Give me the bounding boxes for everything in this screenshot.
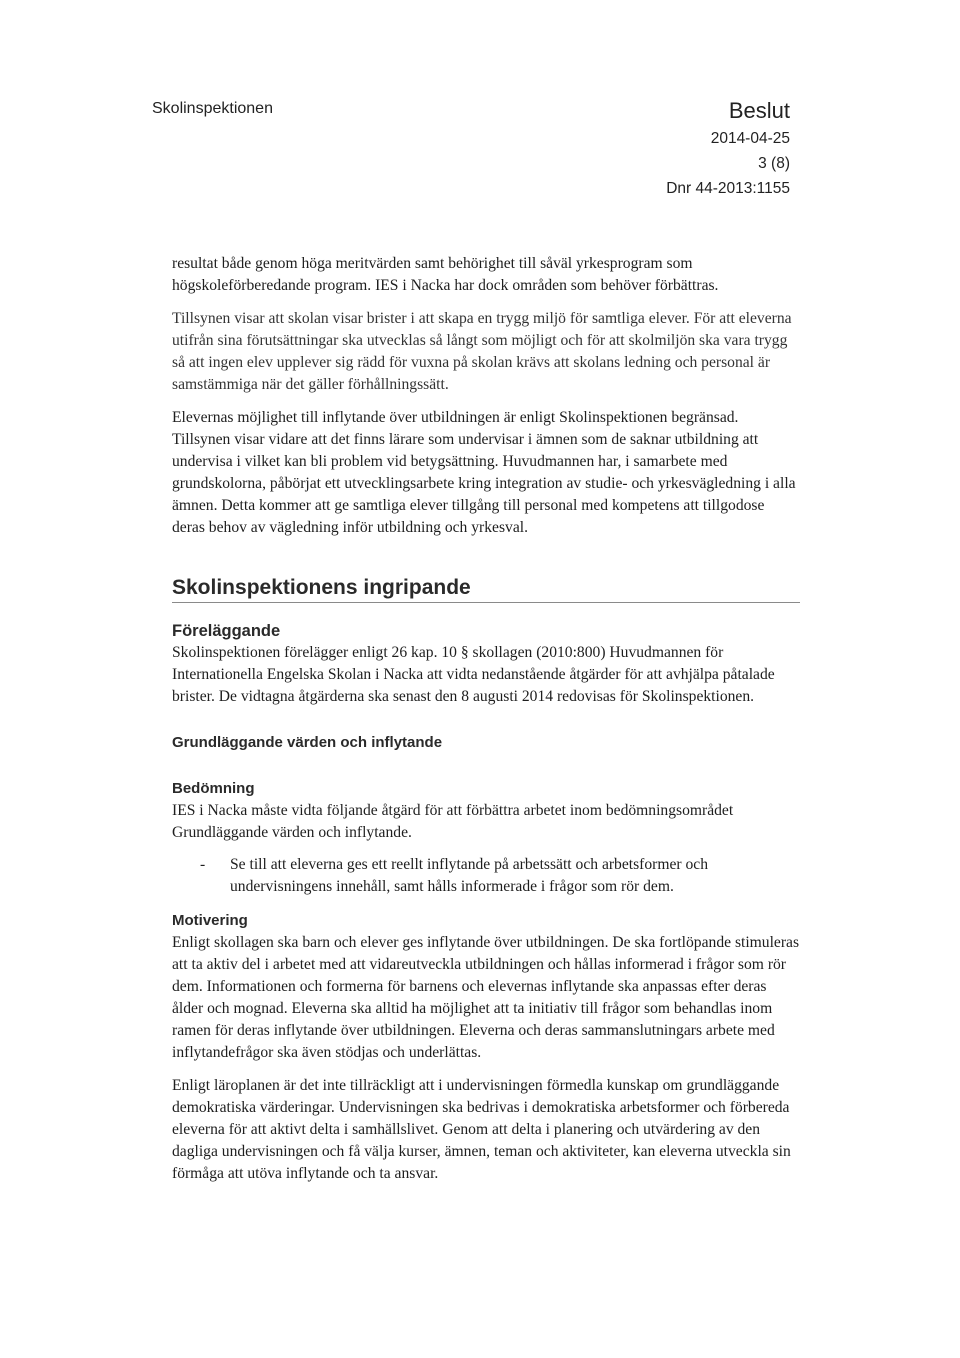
paragraph-influence: Elevernas möjlighet till inflytande över utbildningen är enligt Skolinspektionen begränsad. Tillsynen visar vidare att det finns lärare som undervisar i ämnen som de saknar utbildning att undervisa i vilket kan bli problem vid betygsättning. Huvudmannen har, i samarbete med grundskolorna, påbörjat ett utvecklingsarbete kring integration av studie- och yrkesvägledning i alla ämnen. Detta kommer att ge samtliga elever tillgång till personal med kompetens att tillgodose deras behov av vägledning inför utbildning och yrkesval. xyxy=(172,409,796,536)
motivering-heading: Motivering xyxy=(172,912,248,929)
forelaggande-text: Skolinspektionen förelägger enligt 26 kap. 10 § skollagen (2010:800) Huvudmannen för Internationella Engelska Skolan i Nacka att vidta nedanstående åtgärder för att avhjälpa påtalade brister. De vidtagna åtgärderna ska senast den 8 augusti 2014 redovisas för Skolinspektionen. xyxy=(172,644,775,705)
intervention-section xyxy=(172,620,800,1185)
motivering-paragraph-1: Enligt skollagen ska barn och elever ges inflytande över utbildningen. De ska fortlöpande stimuleras att ta aktiv del i arbetet med att vidareutveckla utbildningen och hållas informerad i frågor som rör dem. Informationen och formerna för barnens och elevernas inflytande ska anpassas efter deras ålder och mognad. Eleverna ska alltid ha möjlighet att ta initiativ till frågor som behandlas inom ramen för deras inflytande över utbildningen. Eleverna och deras sammanslutningars arbete med inflytandefrågor ska även stödjas och underlättas. xyxy=(172,934,800,1061)
body-text xyxy=(172,253,800,539)
list-dash: - xyxy=(200,856,206,873)
bedomning-text: IES i Nacka måste vidta följande åtgärd för att förbättra arbetet inom bedömningsområdet Grundläggande värden och inflytande. xyxy=(172,802,734,841)
paragraph-results: resultat både genom höga meritvärden samt behörighet till såväl yrkesprogram som högskoleförberedande program. IES i Nacka har dock områden som behöver förbättras. xyxy=(172,255,719,294)
motivering-paragraph-2: Enligt läroplanen är det inte tillräckligt att i undervisningen förmedla kunskap om grundläggande demokratiska värderingar. Undervisningen ska bedrivas i demokratiska arbetsformer och förbereda eleverna för att aktivt delta i samhällslivet. Genom att delta i planering och utvärdering av den dagliga undervisningen och få välja kurser, ämnen, teman och aktiviteter, kan eleverna utveckla sin förmåga att utöva inflytande och ta ansvar. xyxy=(172,1077,791,1182)
action-text: Se till att eleverna ges ett reellt inflytande på arbetssätt och arbetsformer och undervisningens innehåll, samt hålls informerade i frågor som rör dem. xyxy=(230,856,709,895)
document-type: Beslut xyxy=(728,98,790,123)
diary-number: Dnr 44-2013:1155 xyxy=(666,180,790,197)
document-date: 2014-04-25 xyxy=(710,130,790,147)
organization-name: Skolinspektionen xyxy=(152,100,273,117)
forelaggande-heading: Föreläggande xyxy=(172,622,281,640)
bedomning-heading: Bedömning xyxy=(172,780,255,797)
action-list-item xyxy=(200,854,800,898)
section-title: Skolinspektionens ingripande xyxy=(172,576,800,603)
page-number: 3 (8) xyxy=(758,155,790,172)
paragraph-safety: Tillsynen visar att skolan visar brister i att skapa en trygg miljö för samtliga elever. För att eleverna utifrån sina förutsättningar ska utvecklas så långt som möjligt och för att skolmiljön ska vara trygg så att ingen elev upplever sig rädd för vuxna på skolan krävs att skolans ledning och personal är samstämmiga när det gäller förhållningssätt. xyxy=(172,310,792,393)
document-header-meta xyxy=(666,96,790,201)
subsection-heading: Grundläggande värden och inflytande xyxy=(172,734,443,751)
